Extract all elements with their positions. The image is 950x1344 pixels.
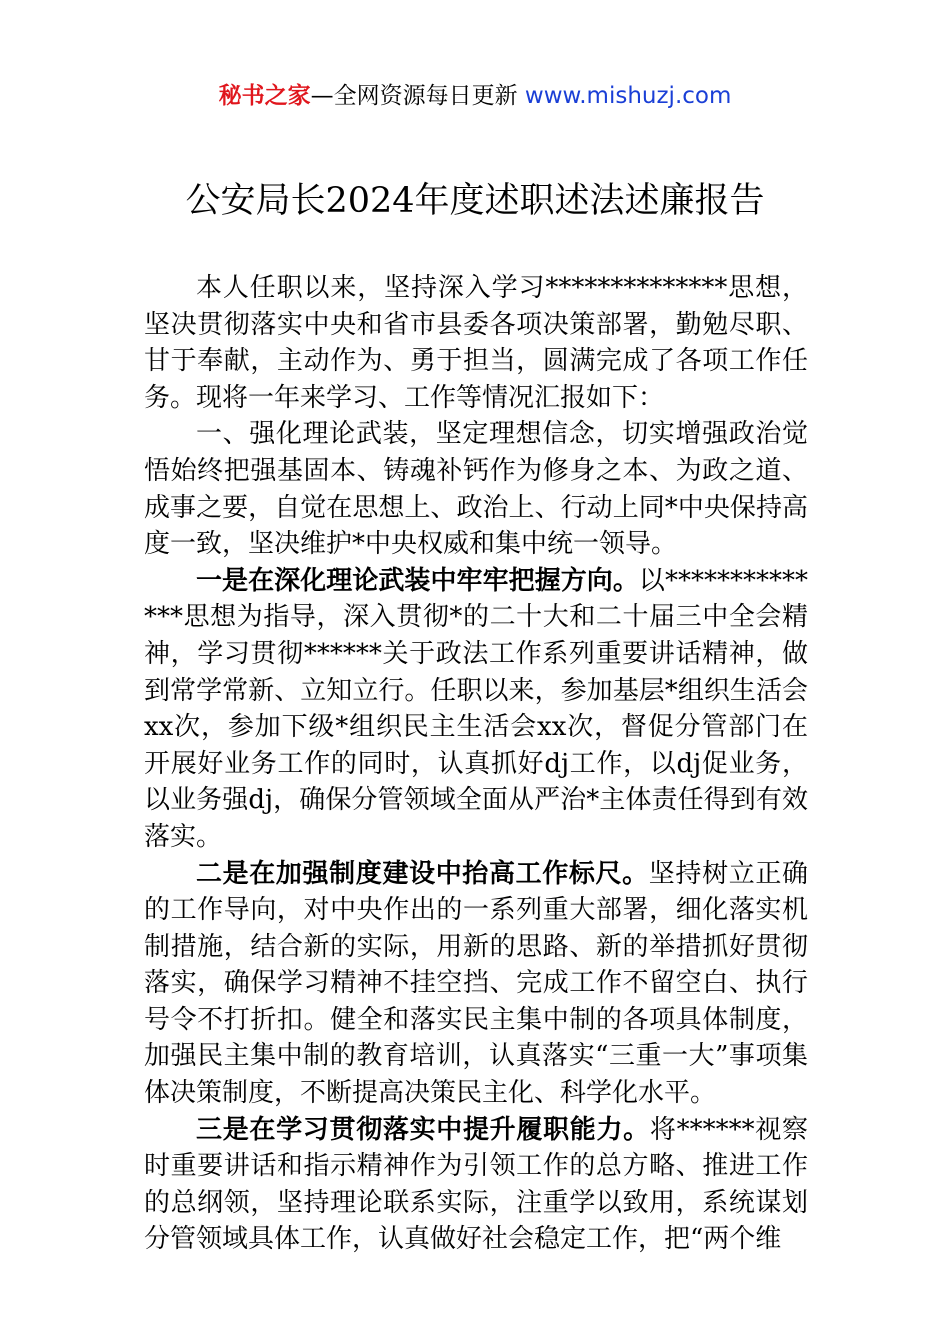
site-slogan: —全网资源每日更新 [310,83,518,109]
paragraph-point-three [144,1112,808,1258]
paragraph-lead: 三是在学习贯彻落实中提升履职能力。 [196,1114,650,1145]
paragraph-text: 本人任职以来，坚持深入学习**************思想，坚决贯彻落实中央和省市县委各项决策部署，勤勉尽职、甘于奉献，主动作为、勇于担当，圆满完成了各项工作任务。现将一年来学习、工作等情况汇报如下： [144,273,808,413]
paragraph-lead: 二是在加强制度建设中抬高工作标尺。 [196,858,649,889]
paragraph-text: 一、强化理论武装，坚定理想信念，切实增强政治觉悟始终把强基固本、铸魂补钙作为修身之本、为政之道、成事之要，自觉在思想上、政治上、行动上同*中央保持高度一致，坚决维护*中央权威和集中统一领导。 [144,419,808,560]
site-brand: 秘书之家 [218,83,311,109]
paragraph-point-one [144,563,808,856]
document-title: 公安局长2024年度述职述法述廉报告 [185,181,765,221]
site-header [0,80,950,112]
paragraph-point-two [144,856,808,1112]
site-url-link[interactable]: www.mishuzj.com [524,83,732,109]
paragraph-text: 以**************思想为指导，深入贯彻*的二十大和二十届三中全会精神，学习贯彻******关于政法工作系列重要讲话精神，做到常学常新、立知立行。任职以来，参加基层*组织生活会xx次，参加下级*组织民主生活会xx次，督促分管部门在开展好业务工作的同时，认真抓好dj工作，以dj促业务，以业务强dj，确保分管领域全面从严治*主体责任得到有效落实。 [144,565,808,852]
paragraph-intro [144,270,808,416]
document-body [144,270,808,1258]
paragraph-section-one [144,416,808,562]
paragraph-text: 坚持树立正确的工作导向，对中央作出的一系列重大部署，细化落实机制措施，结合新的实际，用新的思路、新的举措抓好贯彻落实，确保学习精神不挂空挡、完成工作不留空白、执行号令不打折扣。健全和落实民主集中制的各项具体制度，加强民主集中制的教育培训，认真落实“三重一大”事项集体决策制度，不断提高决策民主化、科学化水平。 [144,858,808,1109]
paragraph-lead: 一是在深化理论武装中牢牢把握方向。 [196,565,639,596]
paragraph-text: 将******视察时重要讲话和指示精神作为引领工作的总方略、推进工作的总纲领，坚持理论联系实际，注重学以致用，系统谋划分管领域具体工作，认真做好社会稳定工作，把“两个维 [144,1114,808,1255]
